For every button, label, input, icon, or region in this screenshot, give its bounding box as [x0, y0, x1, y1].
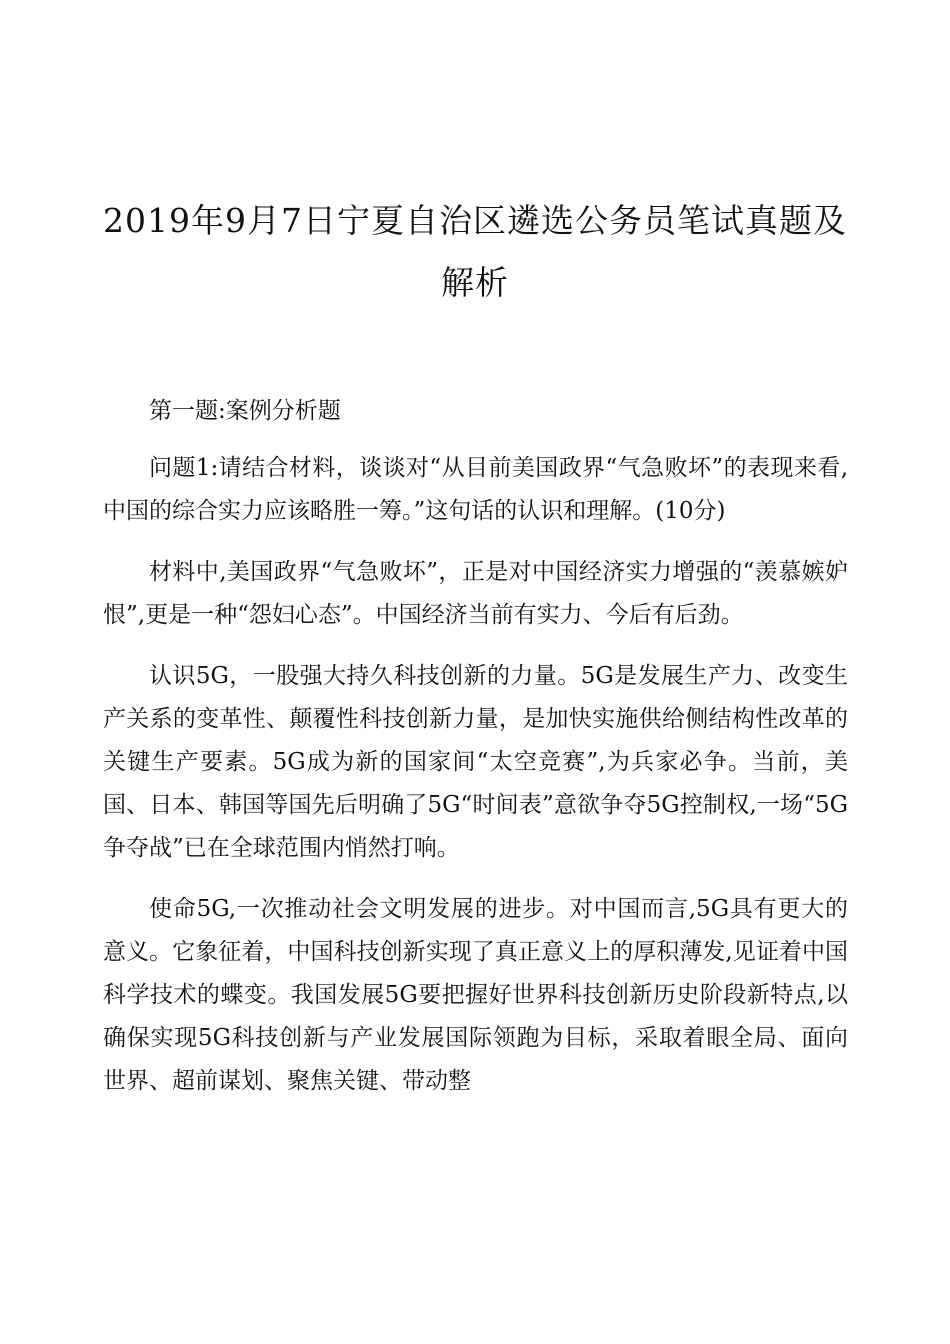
- question-paragraph: 问题1:请结合材料，谈谈对“从目前美国政界“气急败坏”的表现来看,中国的综合实力应该略胜一筹。”这句话的认识和理解。(10分): [103, 455, 848, 524]
- body-paragraph: 使命5G,一次推动社会文明发展的进步。对中国而言,5G具有更大的意义。它象征着，中国科技创新实现了真正意义上的厚积薄发,见证着中国科学技术的蝶变。我国发展5G要把握好世界科技创新历史阶段新特点,以确保实现5G科技创新与产业发展国际领跑为目标，采取着眼全局、面向世界、超前谋划、聚焦关键、带动整: [103, 896, 848, 1094]
- body-paragraph: 认识5G，一股强大持久科技创新的力量。5G是发展生产力、改变生产关系的变革性、颠覆性科技创新力量，是加快实施供给侧结构性改革的关键生产要素。5G成为新的国家间“太空竞赛”,为兵家必争。当前，美国、日本、韩国等国先后明确了5G“时间表”意欲争夺5G控制权,一场“5G争夺战”已在全球范围内悄然打响。: [103, 663, 848, 861]
- document-body: [103, 390, 848, 1121]
- section-heading: 第一题:案例分析题: [149, 398, 341, 424]
- body-paragraph: 材料中,美国政界“气急败坏”，正是对中国经济实力增强的“羡慕嫉妒恨”,更是一种“怨妇心态”。中国经济当前有实力、今后有后劲。: [103, 559, 848, 628]
- document-title: 2019年9月7日宁夏自治区遴选公务员笔试真题及解析: [103, 201, 847, 302]
